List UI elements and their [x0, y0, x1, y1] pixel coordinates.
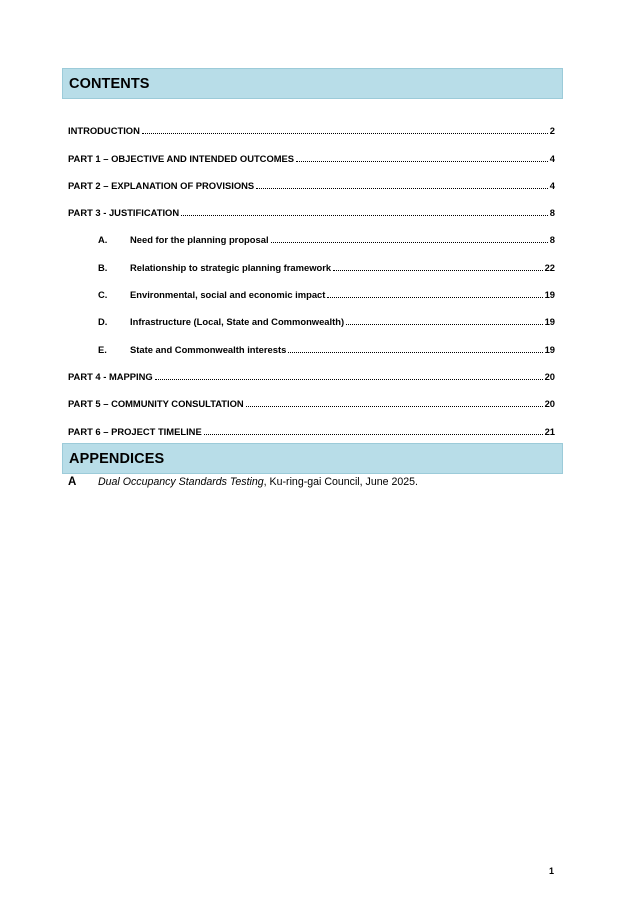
- toc-entry-page-number: 8: [549, 234, 555, 246]
- appendices-heading: APPENDICES: [69, 451, 165, 467]
- toc-entry-page-number: 20: [544, 398, 555, 410]
- toc-entry[interactable]: [68, 355, 555, 382]
- toc-entry-page-number: 19: [544, 289, 555, 301]
- toc-dot-leader: [155, 379, 543, 380]
- toc-entry-title: PART 2 – EXPLANATION OF PROVISIONS: [68, 179, 255, 191]
- toc-entry-letter: A.: [98, 234, 108, 246]
- toc-entry-page-number: 4: [549, 152, 555, 164]
- toc-entry[interactable]: [68, 164, 555, 191]
- toc-entry[interactable]: [68, 327, 555, 354]
- toc-entry-title: PART 6 – PROJECT TIMELINE: [68, 425, 202, 437]
- toc-entry-title: Need for the planning proposal: [130, 234, 269, 246]
- toc-entry-letter: E.: [98, 343, 107, 355]
- toc-entry[interactable]: [68, 382, 555, 409]
- toc-entry[interactable]: [68, 191, 555, 218]
- toc-entry-page-number: 19: [544, 316, 555, 328]
- toc-dot-leader: [204, 434, 543, 435]
- appendices-heading-band: [62, 443, 563, 474]
- toc-entry-page-number: 22: [544, 261, 555, 273]
- toc-dot-leader: [142, 133, 548, 134]
- table-of-contents: [68, 109, 555, 437]
- toc-entry-title: PART 1 – OBJECTIVE AND INTENDED OUTCOMES: [68, 152, 295, 164]
- toc-entry-title: PART 3 - JUSTIFICATION: [68, 207, 180, 219]
- toc-entry-letter: C.: [98, 289, 108, 301]
- toc-dot-leader: [181, 215, 548, 216]
- toc-entry-title: PART 4 - MAPPING: [68, 370, 153, 382]
- toc-dot-leader: [346, 324, 542, 325]
- toc-entry[interactable]: [68, 245, 555, 272]
- toc-entry-page-number: 20: [544, 370, 555, 382]
- appendix-title: Dual Occupancy Standards Testing: [98, 476, 264, 488]
- toc-entry-title: INTRODUCTION: [68, 125, 140, 137]
- toc-entry-letter: B.: [98, 261, 108, 273]
- toc-dot-leader: [296, 161, 548, 162]
- toc-dot-leader: [288, 352, 542, 353]
- toc-entry-page-number: 2: [549, 125, 555, 137]
- toc-entry[interactable]: [68, 409, 555, 436]
- toc-entry[interactable]: [68, 273, 555, 300]
- toc-entry-title: Relationship to strategic planning framework: [130, 261, 332, 273]
- toc-entry-title: Infrastructure (Local, State and Commonwealth): [130, 316, 345, 328]
- toc-entry-page-number: 8: [549, 207, 555, 219]
- toc-entry[interactable]: [68, 136, 555, 163]
- contents-heading-band: [62, 68, 563, 99]
- appendix-letter: A: [68, 476, 77, 488]
- toc-dot-leader: [246, 406, 543, 407]
- page-number: 1: [549, 866, 555, 876]
- toc-dot-leader: [327, 297, 542, 298]
- appendix-details: , Ku-ring-gai Council, June 2025.: [263, 476, 418, 488]
- toc-entry-title: PART 5 – COMMUNITY CONSULTATION: [68, 398, 244, 410]
- contents-heading: CONTENTS: [69, 76, 150, 92]
- toc-dot-leader: [333, 270, 542, 271]
- toc-entry-letter: D.: [98, 316, 108, 328]
- toc-entry[interactable]: [68, 109, 555, 136]
- appendix-item: [68, 476, 418, 488]
- toc-entry-page-number: 19: [544, 343, 555, 355]
- toc-entry[interactable]: [68, 300, 555, 327]
- toc-entry-title: State and Commonwealth interests: [130, 343, 287, 355]
- toc-entry-page-number: 4: [549, 179, 555, 191]
- toc-dot-leader: [256, 188, 548, 189]
- toc-entry[interactable]: [68, 218, 555, 245]
- toc-entry-page-number: 21: [544, 425, 555, 437]
- toc-entry-title: Environmental, social and economic impact: [130, 289, 326, 301]
- toc-dot-leader: [271, 242, 548, 243]
